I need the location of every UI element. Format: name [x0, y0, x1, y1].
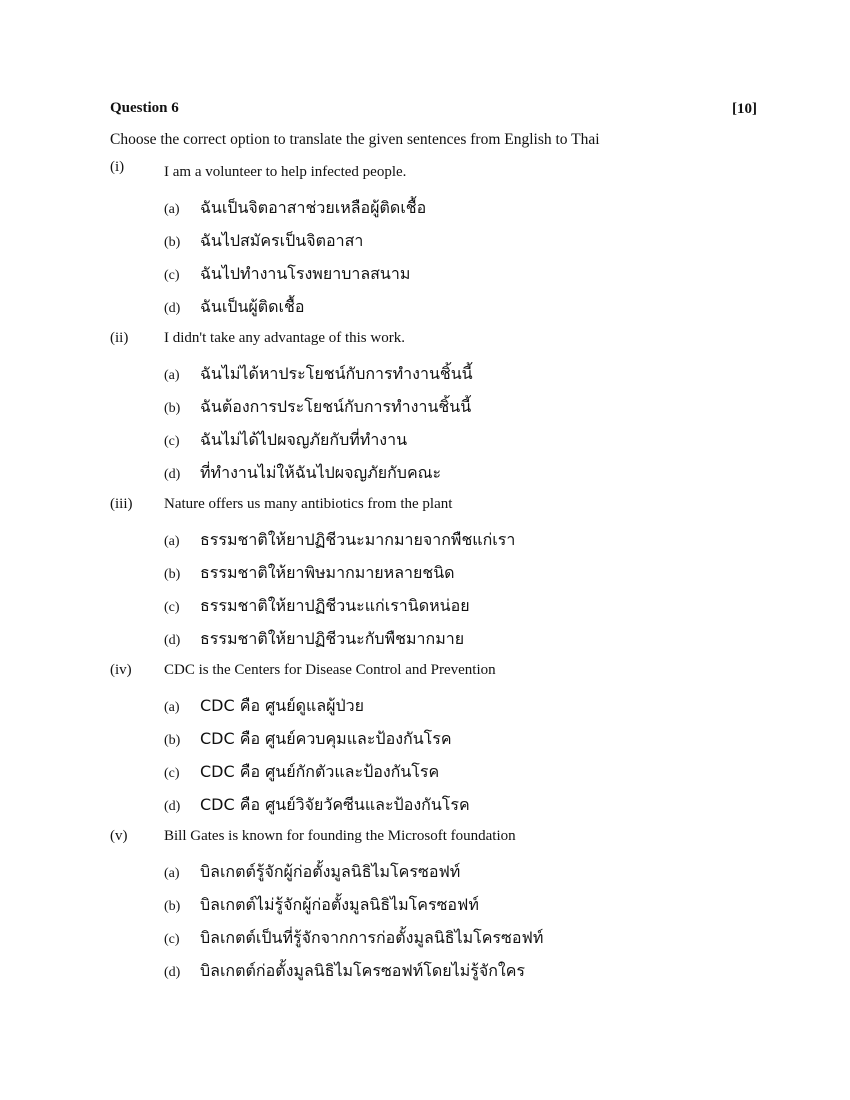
option-text: ฉันเป็นผู้ติดเชื้อ [200, 297, 305, 316]
question-text: I didn't take any advantage of this work. [164, 330, 405, 346]
question-marks: [10] [732, 101, 757, 117]
option-letter: (b) [164, 567, 181, 582]
option-text: บิลเกตต์เป็นที่รู้จักจากการก่อตั้งมูลนิธิไมโครซอฟท์ [200, 928, 544, 947]
option-letter: (b) [164, 401, 181, 416]
option-letter: (a) [164, 700, 180, 715]
option-letter: (d) [164, 965, 181, 980]
option-text: ฉันไปทำงานโรงพยาบาลสนาม [200, 264, 411, 283]
option-letter: (a) [164, 866, 180, 881]
question-text: Nature offers us many antibiotics from the plant [164, 496, 453, 512]
option-text: ฉันต้องการประโยชน์กับการทำงานชิ้นนี้ [200, 397, 472, 416]
option-text: CDC คือ ศูนย์ดูแลผู้ป่วย [200, 696, 365, 715]
option-letter: (c) [164, 434, 180, 449]
option-text: บิลเกตต์ไม่รู้จักผู้ก่อตั้งมูลนิธิไมโครซอฟท์ [200, 895, 479, 914]
option-letter: (c) [164, 766, 180, 781]
option-text: ธรรมชาติให้ยาปฏิชีวนะกับพืชมากมาย [200, 629, 465, 648]
question-number: (i) [110, 159, 125, 175]
question-text: CDC is the Centers for Disease Control and Prevention [164, 662, 496, 678]
question-number: (iii) [110, 496, 133, 512]
option-letter: (d) [164, 633, 181, 648]
option-letter: (d) [164, 467, 181, 482]
option-text: CDC คือ ศูนย์วิจัยวัคซีนและป้องกันโรค [200, 795, 470, 814]
option-letter: (d) [164, 301, 181, 316]
option-text: ฉันไปสมัครเป็นจิตอาสา [200, 231, 364, 250]
option-letter: (c) [164, 268, 180, 283]
option-letter: (a) [164, 202, 180, 217]
option-text: ฉันไม่ได้หาประโยชน์กับการทำงานชิ้นนี้ [200, 364, 473, 383]
question-text: Bill Gates is known for founding the Microsoft foundation [164, 828, 516, 844]
option-text: ธรรมชาติให้ยาปฏิชีวนะมากมายจากพืชแก่เรา [200, 530, 516, 549]
option-text: ที่ทำงานไม่ให้ฉันไปผจญภัยกับคณะ [200, 463, 442, 482]
option-letter: (a) [164, 534, 180, 549]
option-letter: (b) [164, 899, 181, 914]
option-letter: (c) [164, 932, 180, 947]
option-text: ธรรมชาติให้ยาปฏิชีวนะแก่เรานิดหน่อย [200, 596, 470, 615]
option-letter: (a) [164, 368, 180, 383]
option-text: CDC คือ ศูนย์กักตัวและป้องกันโรค [200, 762, 440, 781]
option-letter: (b) [164, 733, 181, 748]
question-title: Question 6 [110, 100, 179, 116]
option-text: ฉันไม่ได้ไปผจญภัยกับที่ทำงาน [200, 430, 408, 449]
question-number: (iv) [110, 662, 132, 678]
option-text: ธรรมชาติให้ยาพิษมากมายหลายชนิด [200, 563, 455, 582]
option-text: CDC คือ ศูนย์ควบคุมและป้องกันโรค [200, 729, 452, 748]
option-text: บิลเกตต์ก่อตั้งมูลนิธิไมโครซอฟท์โดยไม่รู้จักใคร [200, 961, 525, 980]
option-letter: (b) [164, 235, 181, 250]
option-text: ฉันเป็นจิตอาสาช่วยเหลือผู้ติดเชื้อ [200, 198, 427, 217]
question-number: (v) [110, 828, 128, 844]
option-letter: (c) [164, 600, 180, 615]
question-instruction: Choose the correct option to translate the given sentences from English to Thai [110, 131, 600, 148]
question-number: (ii) [110, 330, 129, 346]
option-letter: (d) [164, 799, 181, 814]
question-text: I am a volunteer to help infected people. [164, 164, 407, 180]
option-text: บิลเกตต์รู้จักผู้ก่อตั้งมูลนิธิไมโครซอฟท์ [200, 862, 461, 881]
